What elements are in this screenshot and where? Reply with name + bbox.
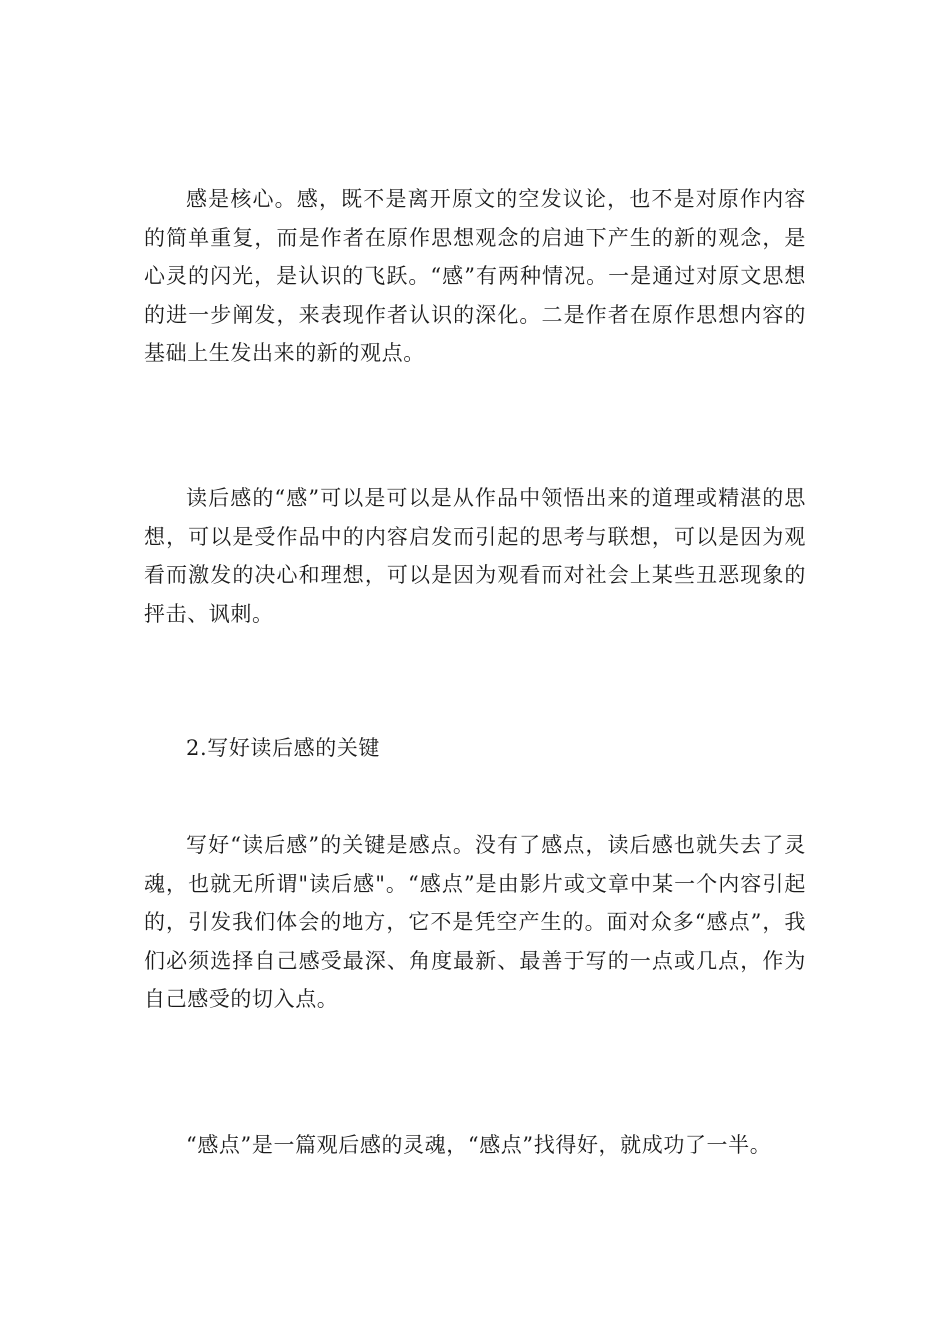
paragraph-core-of-reflection: 感是核心。感，既不是离开原文的空发议论，也不是对原作内容的简单重复，而是作者在原作思想观念的启迪下产生的新的观念，是心灵的闪光，是认识的飞跃。“感”有两种情况。一是通过对原文思想的进一步阐发，来表现作者认识的深化。二是作者在原作思想内容的基础上生发出来的新的观点。 [144,187,806,365]
paragraph-insight-point-soul: “感点”是一篇观后感的灵魂，“感点”找得好，就成功了一半。 [186,1133,772,1157]
paragraph-key-is-insight-point: 写好“读后感”的关键是感点。没有了感点，读后感也就失去了灵魂，也就无所谓"读后感"。“感点”是由影片或文章中某一个内容引起的，引发我们体会的地方，它不是凭空产生的。面对众多“感点”，我们必须选择自己感受最深、角度最新、最善于写的一点或几点，作为自己感受的切入点。 [144,833,806,1011]
paragraph-what-reflection-can-be: 读后感的“感”可以是可以是从作品中领悟出来的道理或精湛的思想，可以是受作品中的内容启发而引起的思考与联想，可以是因为观看而激发的决心和理想，可以是因为观看而对社会上某些丑恶现象的抨击、讽刺。 [144,486,806,626]
section-heading-key-to-writing: 2.写好读后感的关键 [186,736,381,760]
